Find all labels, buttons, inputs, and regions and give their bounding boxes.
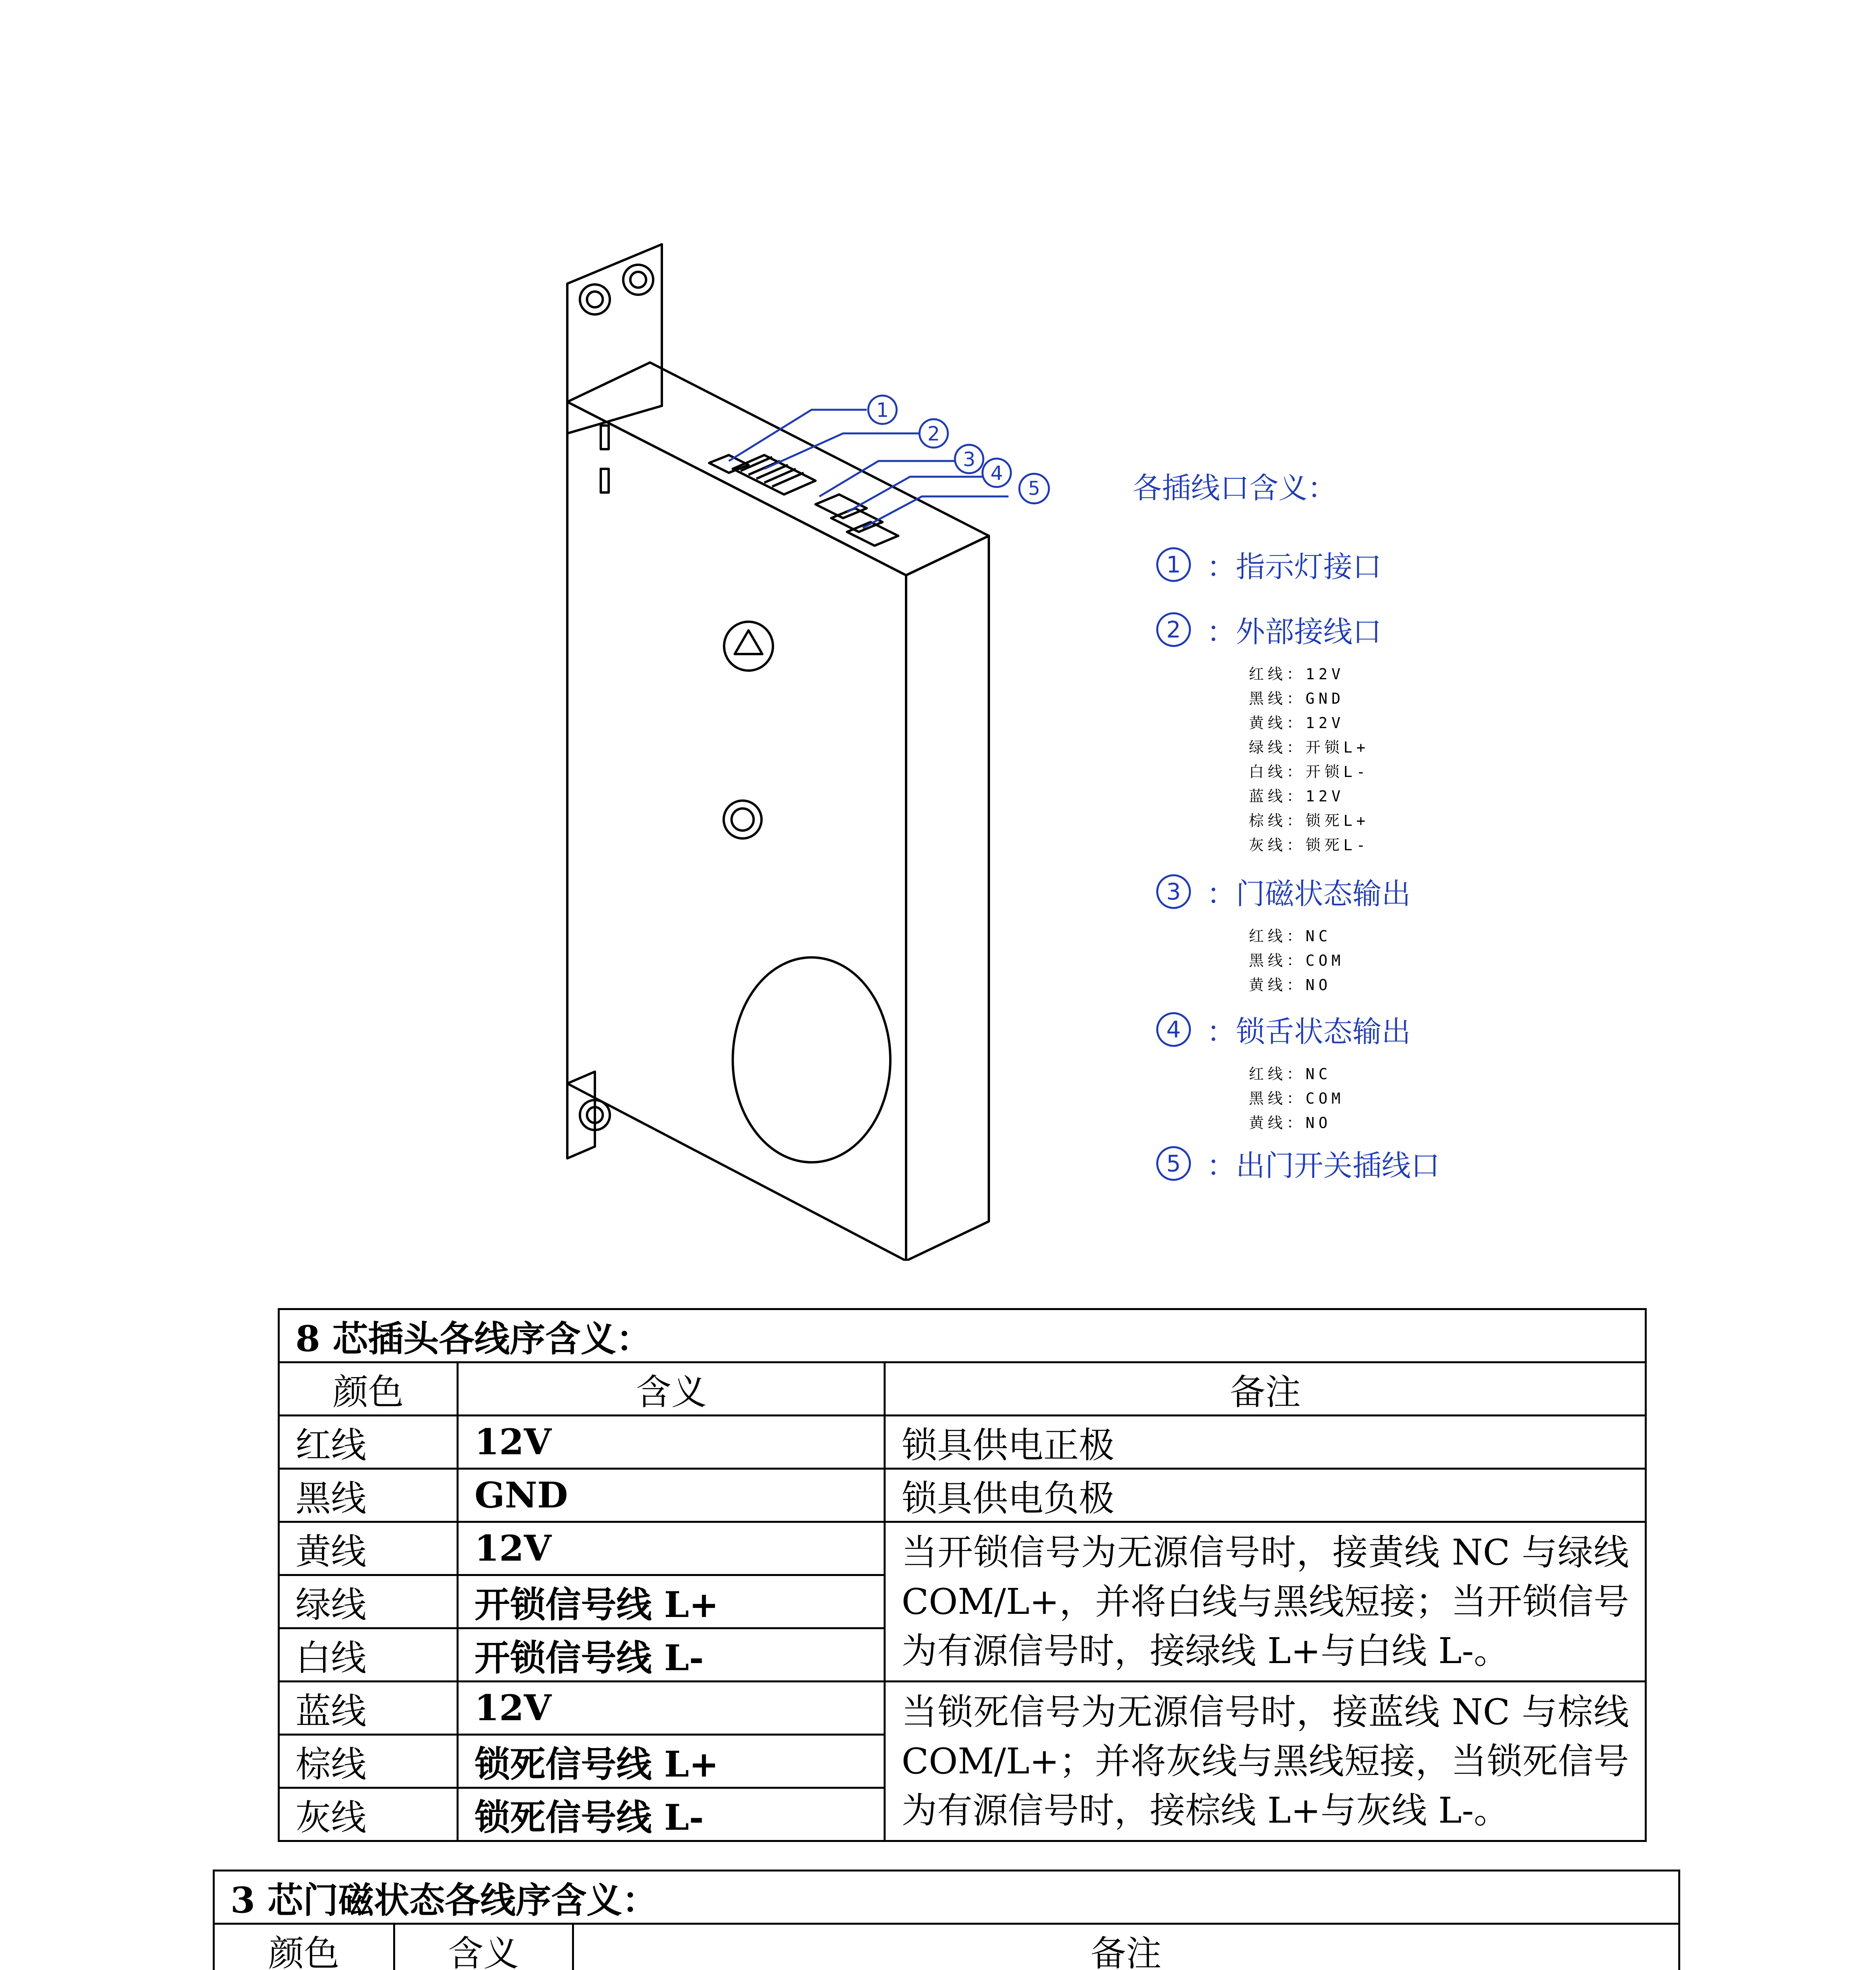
cell-meaning: 12V	[458, 1416, 885, 1469]
callout-1-text: 1	[876, 399, 889, 422]
wire-line: 绿线：开锁L+	[1249, 739, 1369, 756]
cell-color: 黄线	[279, 1522, 458, 1575]
legend-item-3	[1156, 871, 1411, 913]
table-row	[279, 1416, 1646, 1469]
cell-note: 锁具供电正极	[885, 1416, 1646, 1469]
table2-header-meaning: 含义	[394, 1924, 573, 1970]
legend-num-2: 2	[1156, 612, 1191, 647]
callout-5-badge	[1018, 473, 1050, 504]
table-door-sensor	[213, 1870, 1680, 1970]
box-side	[906, 536, 989, 1261]
cell-color: 白线	[279, 1628, 458, 1682]
table1-title: 8 芯插头各线序含义：	[279, 1309, 1646, 1362]
wire-line: 红线：NC	[1249, 927, 1332, 945]
table2-header-note: 备注	[573, 1924, 1679, 1970]
legend-num-5: 5	[1156, 1146, 1191, 1181]
table1-header-note: 备注	[885, 1362, 1646, 1416]
legend-item-2	[1156, 609, 1382, 650]
cell-color: 棕线	[279, 1735, 458, 1788]
wire-line: 红线：12V	[1249, 665, 1345, 683]
wire-line: 黑线：GND	[1249, 690, 1345, 707]
cell-color: 灰线	[279, 1788, 458, 1841]
legend-lines-4	[1249, 1062, 1345, 1135]
legend-num-4: 4	[1156, 1012, 1191, 1047]
legend-lines-3	[1249, 924, 1345, 997]
table-8-core	[278, 1308, 1647, 1842]
cell-meaning: 锁死信号线 L+	[458, 1735, 885, 1788]
wire-line: 红线：NC	[1249, 1065, 1332, 1083]
cell-color: 红线	[279, 1416, 458, 1469]
callout-4-text: 4	[990, 462, 1003, 485]
legend-label-3: ：门磁状态输出	[1207, 877, 1411, 911]
wire-line: 蓝线：12V	[1249, 788, 1345, 805]
legend-label-2: ：外部接线口	[1207, 615, 1382, 649]
legend-num-1: 1	[1156, 547, 1191, 582]
connector-2	[733, 455, 815, 494]
table2-header-color: 颜色	[214, 1924, 394, 1970]
cell-note-lock: 当锁死信号为无源信号时，接蓝线 NC 与棕线 COM/L+；并将灰线与黑线短接，当锁死信号为有源信号时，接棕线 L+与灰线 L-。	[885, 1682, 1646, 1841]
mount-hole-1	[580, 284, 610, 314]
cell-note-unlock: 当开锁信号为无源信号时，接黄线 NC 与绿线 COM/L+，并将白线与黑线短接；当开锁信号为有源信号时，接绿线 L+与白线 L-。	[885, 1522, 1646, 1682]
cell-note: 锁具供电负极	[885, 1469, 1646, 1522]
legend-num-3: 3	[1156, 874, 1191, 909]
wire-line: 灰线：锁死L-	[1249, 836, 1369, 854]
legend-label-5: ：出门开关插线口	[1207, 1149, 1440, 1183]
cell-meaning: 开锁信号线 L-	[458, 1628, 885, 1682]
table-row	[279, 1682, 1646, 1735]
table1-header-meaning: 含义	[458, 1362, 885, 1416]
indicator-light	[724, 622, 773, 671]
wire-line: 黄线：12V	[1249, 714, 1345, 732]
wire-line: 白线：开锁L-	[1249, 763, 1369, 781]
cell-meaning: GND	[458, 1469, 885, 1522]
legend-item-5	[1156, 1143, 1440, 1184]
legend-title: 各插线口含义：	[1133, 471, 1337, 505]
legend-label-1: ：指示灯接口	[1207, 550, 1382, 584]
wire-line: 黑线：COM	[1249, 1090, 1345, 1107]
table-row	[279, 1522, 1646, 1575]
device-drawing	[544, 236, 1024, 1261]
exit-button	[724, 801, 762, 838]
wire-line: 棕线：锁死L+	[1249, 812, 1369, 829]
wire-line: 黄线：NO	[1249, 976, 1332, 994]
mount-hole-2	[623, 265, 653, 295]
cell-color: 蓝线	[279, 1682, 458, 1735]
callout-3-text: 3	[963, 448, 975, 471]
cell-meaning: 12V	[458, 1682, 885, 1735]
wire-line: 黑线：COM	[1249, 952, 1345, 969]
legend-item-1	[1156, 544, 1382, 585]
table-row	[279, 1469, 1646, 1522]
cell-meaning: 12V	[458, 1522, 885, 1575]
cell-color: 黑线	[279, 1469, 458, 1522]
cell-color: 绿线	[279, 1575, 458, 1628]
mounting-plate	[567, 244, 662, 433]
wire-line: 黄线：NO	[1249, 1114, 1332, 1132]
legend-lines-2	[1249, 662, 1369, 857]
callout-5-text: 5	[1028, 478, 1040, 500]
legend-label-4: ：锁舌状态输出	[1207, 1015, 1411, 1049]
table2-title: 3 芯门磁状态各线序含义：	[214, 1871, 1679, 1924]
table1-header-color: 颜色	[279, 1362, 458, 1416]
lock-bolt-window	[733, 957, 890, 1162]
callout-2-text: 2	[927, 422, 940, 445]
cell-meaning: 开锁信号线 L+	[458, 1575, 885, 1628]
cell-meaning: 锁死信号线 L-	[458, 1788, 885, 1841]
legend-item-4	[1156, 1009, 1411, 1050]
